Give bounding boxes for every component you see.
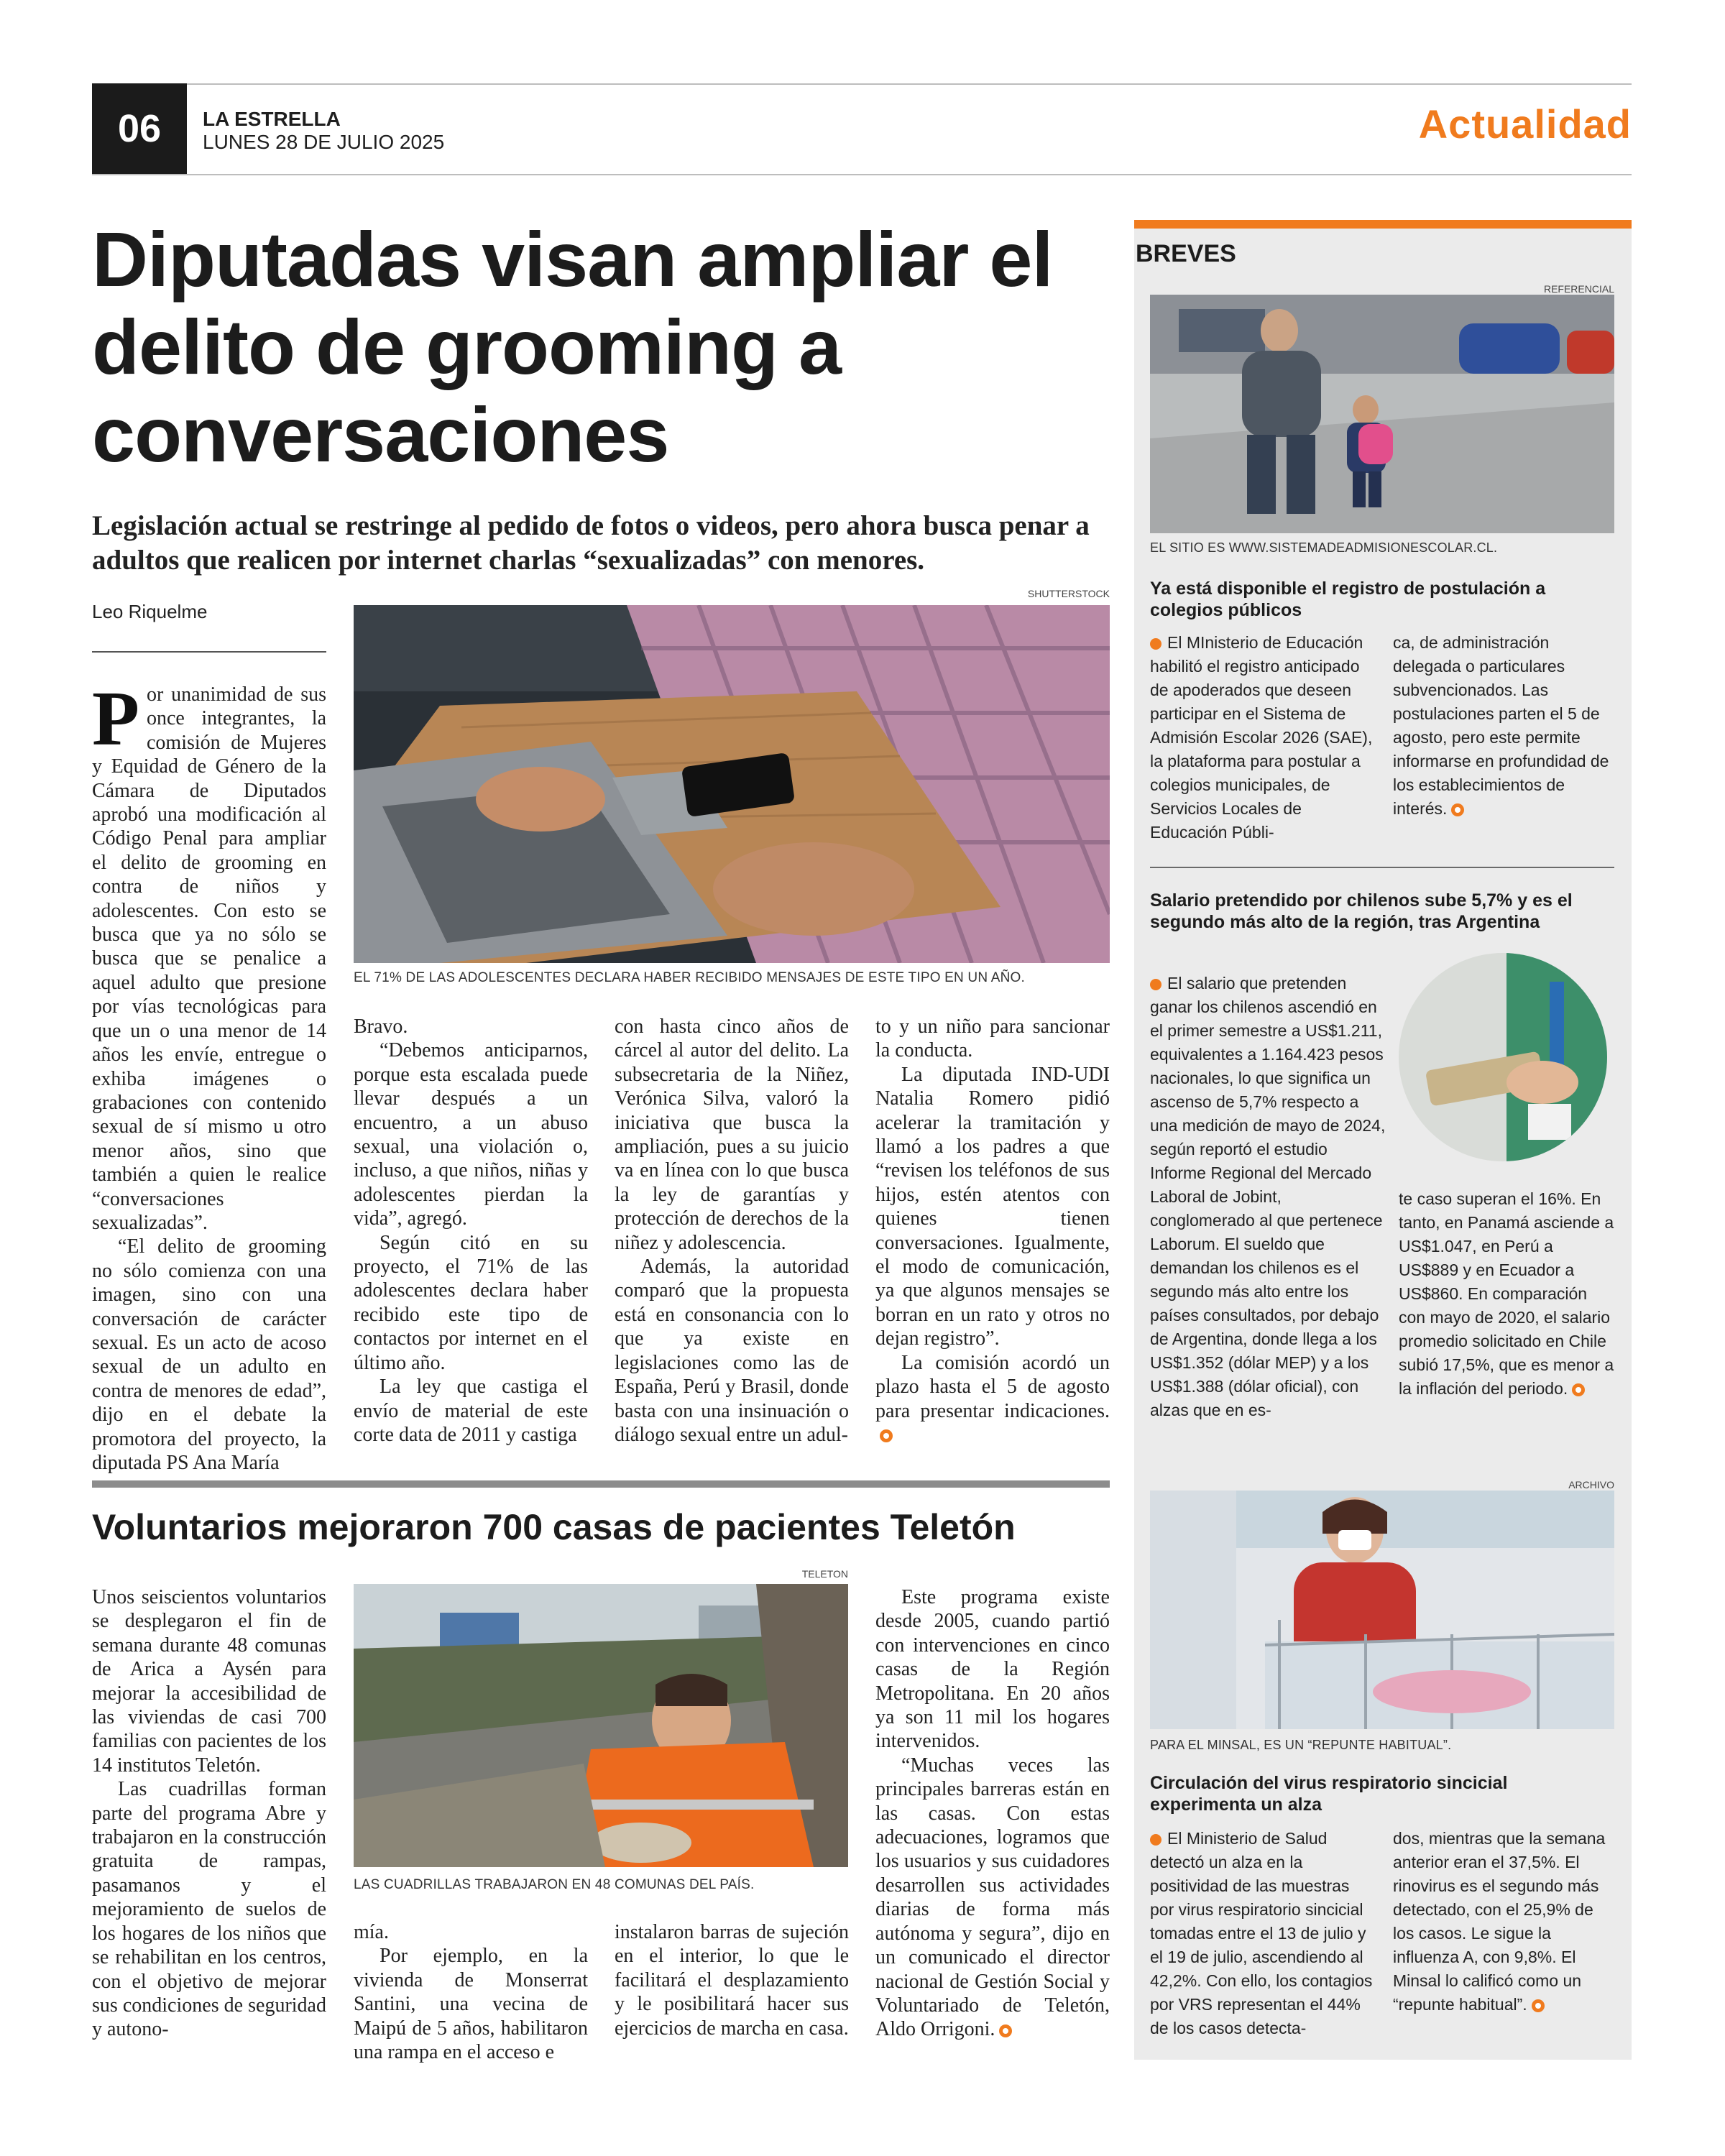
- brief-2-title: Salario pretendido por chilenos sube 5,7% y es el segundo más alto de la región, tras Argentina: [1150, 890, 1573, 932]
- section-name: Actualidad: [1418, 101, 1632, 147]
- brief-2-column-2: [1399, 1187, 1614, 1401]
- second-column-4: [875, 1585, 1110, 2042]
- brief-2-column-1: [1150, 972, 1387, 1422]
- paragraph: con hasta cinco años de cárcel al autor del delito. La subsecretaria de la Niñez, Verónica Silva, valoró la iniciativa que busca la ampliación, pues a su juicio va en línea con lo que busca la ley de garantías y protección de derechos de la niñez y adolescencia.: [615, 1015, 849, 1254]
- second-column-1: [92, 1585, 326, 2042]
- bullet-dot-icon: [1150, 1834, 1162, 1846]
- paragraph: “Debemos anticiparnos, porque esta escalada puede llevar después a un encuentro, a un abuso sexual, una violación o, incluso, a que niños, niñas y adolescentes pierdan la vida”, agregó.: [354, 1039, 588, 1230]
- brief-text: El MInisterio de Educación habilitó el registro anticipado de apoderados que deseen participar en el Sistema de Admisión Escolar 2026 (SAE), la plataforma para postular a colegios municipales, de Servicios Locales de Educación Públi-: [1150, 633, 1373, 842]
- second-headline: Voluntarios mejoraron 700 casas de pacientes Teletón: [92, 1507, 1016, 1547]
- end-mark-icon: [1451, 803, 1464, 816]
- paragraph: to y un niño para sancionar la conducta.: [875, 1015, 1110, 1062]
- brief-text: te caso superan el 16%. En tanto, en Panamá asciende a US$1.047, en Perú a US$889 y en Ecuador a US$860. En comparación con mayo de 2020, el salario promedio solicitado en Chile subió 17,5%, que es menor a la inflación del periodo.: [1399, 1189, 1614, 1398]
- brief-text: dos, mientras que la semana anterior eran el 37,5%. El rinovirus es el segundo más detectado, con el 25,9% de los casos. Le sigue la influenza A, con 9,8%. El Minsal lo calificó como un “repunte habitual”.: [1393, 1829, 1606, 2014]
- brief-text: ca, de administración delegada o particulares subvencionados. Las postulaciones parten el 5 de agosto, pero este permite informarse en profundidad de los establecimientos de interés.: [1393, 633, 1609, 818]
- main-photo-caption: EL 71% DE LAS ADOLESCENTES DECLARA HABER RECIBIDO MENSAJES DE ESTE TIPO EN UN AÑO.: [354, 970, 1025, 985]
- paragraph: Las cuadrillas forman parte del programa Abre y trabajaron en la construcción gratuita de rampas, pasamanos y el mejoramiento de suelos de los hogares de los niños que se rehabilitan en los centros, con el objetivo de mejorar sus condiciones de seguridad y autono-: [92, 1778, 326, 2041]
- main-deck: Legislación actual se restringe al pedido de fotos o videos, pero ahora busca penar a adultos que realicen por internet charlas “sexualizadas” con menores.: [92, 510, 1090, 576]
- bullet-dot-icon: [1150, 979, 1162, 990]
- second-photo-caption: LAS CUADRILLAS TRABAJARON EN 48 COMUNAS DEL PAÍS.: [354, 1877, 755, 1892]
- main-column-3: [615, 1015, 849, 1447]
- main-column-1: [92, 676, 326, 1475]
- money-photo-illustration: [1399, 953, 1607, 1161]
- brief-3-column-2: [1393, 1827, 1614, 2017]
- brief-text: El Ministerio de Salud detectó un alza en la positividad de las muestras por virus respiratorio sincicial tomadas entre el 13 de julio y el 19 de julio, ascendiendo al 42,2%. Con ello, los contagios por VRS representan el 44% de los casos detecta-: [1150, 1829, 1373, 2037]
- brief-1-title: Ya está disponible el registro de postulación a colegios públicos: [1150, 579, 1546, 620]
- sidebar-accent-bar: [1134, 220, 1632, 229]
- paragraph: Unos seiscientos voluntarios se desplegaron el fin de semana durante 48 comunas de Arica a Aysén para mejorar la accesibilidad de las viviendas de casi 700 familias con pacientes de los 14 institutos Teletón.: [92, 1586, 326, 1777]
- main-headline: Diputadas visan ampliar el delito de grooming a conversaciones: [92, 216, 1053, 478]
- breves-label: BREVES: [1136, 240, 1236, 267]
- paragraph: mía.: [354, 1921, 389, 1943]
- brief-1-column-2: [1393, 631, 1614, 821]
- brief-1-photo-credit: REFERENCIAL: [1543, 283, 1614, 295]
- volunteer-photo-illustration: [354, 1584, 848, 1867]
- byline-rule: [92, 651, 326, 653]
- masthead: [203, 108, 444, 154]
- header-top-rule: [92, 83, 1632, 85]
- main-column-2: [354, 1015, 588, 1447]
- school-children-photo-illustration: [1150, 295, 1614, 533]
- paragraph: La comisión acordó un plazo hasta el 5 de agosto para presentar indicaciones.: [875, 1351, 1110, 1422]
- end-mark-icon: [999, 2024, 1012, 2037]
- paragraph: or unanimidad de sus once integrantes, la comisión de Mujeres y Equidad de Género de la Cámara de Diputados aprobó una modificación al Código Penal para ampliar el delito de grooming en contra de niños y adolescentes. Con esto se busca que ya no sólo se busca que se penalice a aquel adulto que presione por vías tecnológicas para que un o una menor de 14 años les envíe, entregue o exhiba imágenes o grabaciones con contenido sexual de sí mismo u otro menor años, sino que también a quien le realice “conversaciones sexualizadas”.: [92, 683, 326, 1234]
- paragraph: “El delito de grooming no sólo comienza con una imagen, sino con una conversación de carácter sexual. Es un acto de acoso sexual de un adulto en contra de menores de edad”, dijo en el debate la promotora del proyecto, la diputada PS Ana María: [92, 1235, 326, 1474]
- paragraph: “Muchas veces las principales barreras están en las casas. Con estas adecuaciones, logramos que los usuarios y sus cuidadores desarrollen sus actividades diarias de forma más autónoma y segura”, dijo en un comunicado el director nacional de Gestión Social y Voluntariado de Teletón, Aldo Orrigoni.: [875, 1754, 1110, 2041]
- brief-1-column-1: [1150, 631, 1373, 844]
- brief-3-photo-caption: PARA EL MINSAL, ES UN “REPUNTE HABITUAL”.: [1150, 1738, 1452, 1752]
- second-photo-credit: TELETON: [801, 1568, 848, 1580]
- dropcap-letter: P: [92, 676, 139, 762]
- brief-3-column-1: [1150, 1827, 1373, 2040]
- brief-text: El salario que pretenden ganar los chilenos ascendió en el primer semestre a US$1.211, equivalentes a 1.164.423 pesos nacionales, lo que significa un ascenso de 5,7% respecto a una medición de mayo de 2024, según reportó el estudio Informe Regional del Mercado Laboral de Jobint, conglomerado al que pertenece Laborum. El sueldo que demandan los chilenos es el segundo más alto entre los países consultados, por debajo de Argentina, donde llega a los US$1.352 (dólar MEP) y a los US$1.388 (dólar oficial), con alzas que en es-: [1150, 974, 1386, 1419]
- second-photo: [354, 1584, 848, 1867]
- paragraph: Según citó en su proyecto, el 71% de las adolescentes declara haber recibido este tipo de contactos por internet en el último año.: [354, 1231, 588, 1374]
- paragraph: Este programa existe desde 2005, cuando partió con intervenciones en cinco casas de la Región Metropolitana. En 20 años ya son 11 mil los hogares intervenidos.: [875, 1586, 1110, 1753]
- brief-3-title: Circulación del virus respiratorio sincicial experimenta un alza: [1150, 1773, 1508, 1815]
- main-photo: [354, 605, 1110, 963]
- laptop-photo-illustration: [354, 605, 1110, 963]
- paragraph: Por ejemplo, en la vivienda de Monserrat Santini, una vecina de Maipú de 5 años, habilitaron una rampa en el acceso e: [354, 1945, 588, 2064]
- paragraph: La diputada IND-UDI Natalia Romero pidió acelerar la tramitación y llamó a los padres a que “revisen los teléfonos de sus hijos, estén atentos con quienes tienen conversaciones. Igualmente, el modo de comunicación, ya que algunos mensajes se borran en un rato y otros no dejan registro”.: [875, 1063, 1110, 1350]
- paragraph: Bravo.: [354, 1015, 408, 1038]
- main-photo-credit: SHUTTERSTOCK: [1027, 588, 1110, 599]
- bullet-dot-icon: [1150, 638, 1162, 650]
- paragraph: Además, la autoridad comparó que la propuesta está en consonancia con lo que ya existe en legislaciones como las de España, Perú y Brasil, donde basta con una insinuación o diálogo sexual entre un adul-: [615, 1256, 849, 1446]
- second-column-3: [615, 1920, 849, 2040]
- brief-1-photo: [1150, 295, 1614, 533]
- newspaper-name: LA ESTRELLA: [203, 108, 341, 130]
- second-column-2: [354, 1920, 588, 2064]
- hospital-photo-illustration: [1150, 1491, 1614, 1729]
- byline: Leo Riquelme: [92, 601, 208, 622]
- brief-3-photo: [1150, 1491, 1614, 1729]
- end-mark-icon: [880, 1429, 893, 1442]
- paragraph: La ley que castiga el envío de material de este corte data de 2011 y castiga: [354, 1376, 588, 1446]
- brief-2-photo: [1399, 953, 1607, 1161]
- brief-1-photo-caption: EL SITIO ES WWW.SISTEMADEADMISIONESCOLAR.CL.: [1150, 540, 1498, 555]
- main-column-4: [875, 1015, 1110, 1447]
- brief-divider: [1150, 867, 1614, 868]
- story-divider: [92, 1480, 1110, 1488]
- page-number: 06: [92, 83, 187, 174]
- end-mark-icon: [1532, 1999, 1545, 2012]
- issue-date: LUNES 28 DE JULIO 2025: [203, 131, 445, 153]
- brief-3-photo-credit: ARCHIVO: [1568, 1479, 1614, 1491]
- paragraph: instalaron barras de sujeción en el interior, lo que le facilitará el desplazamiento y le posibilitará hacer sus ejercicios de marcha en casa.: [615, 1921, 849, 2040]
- header-bottom-rule: [92, 174, 1632, 175]
- end-mark-icon: [1572, 1383, 1585, 1396]
